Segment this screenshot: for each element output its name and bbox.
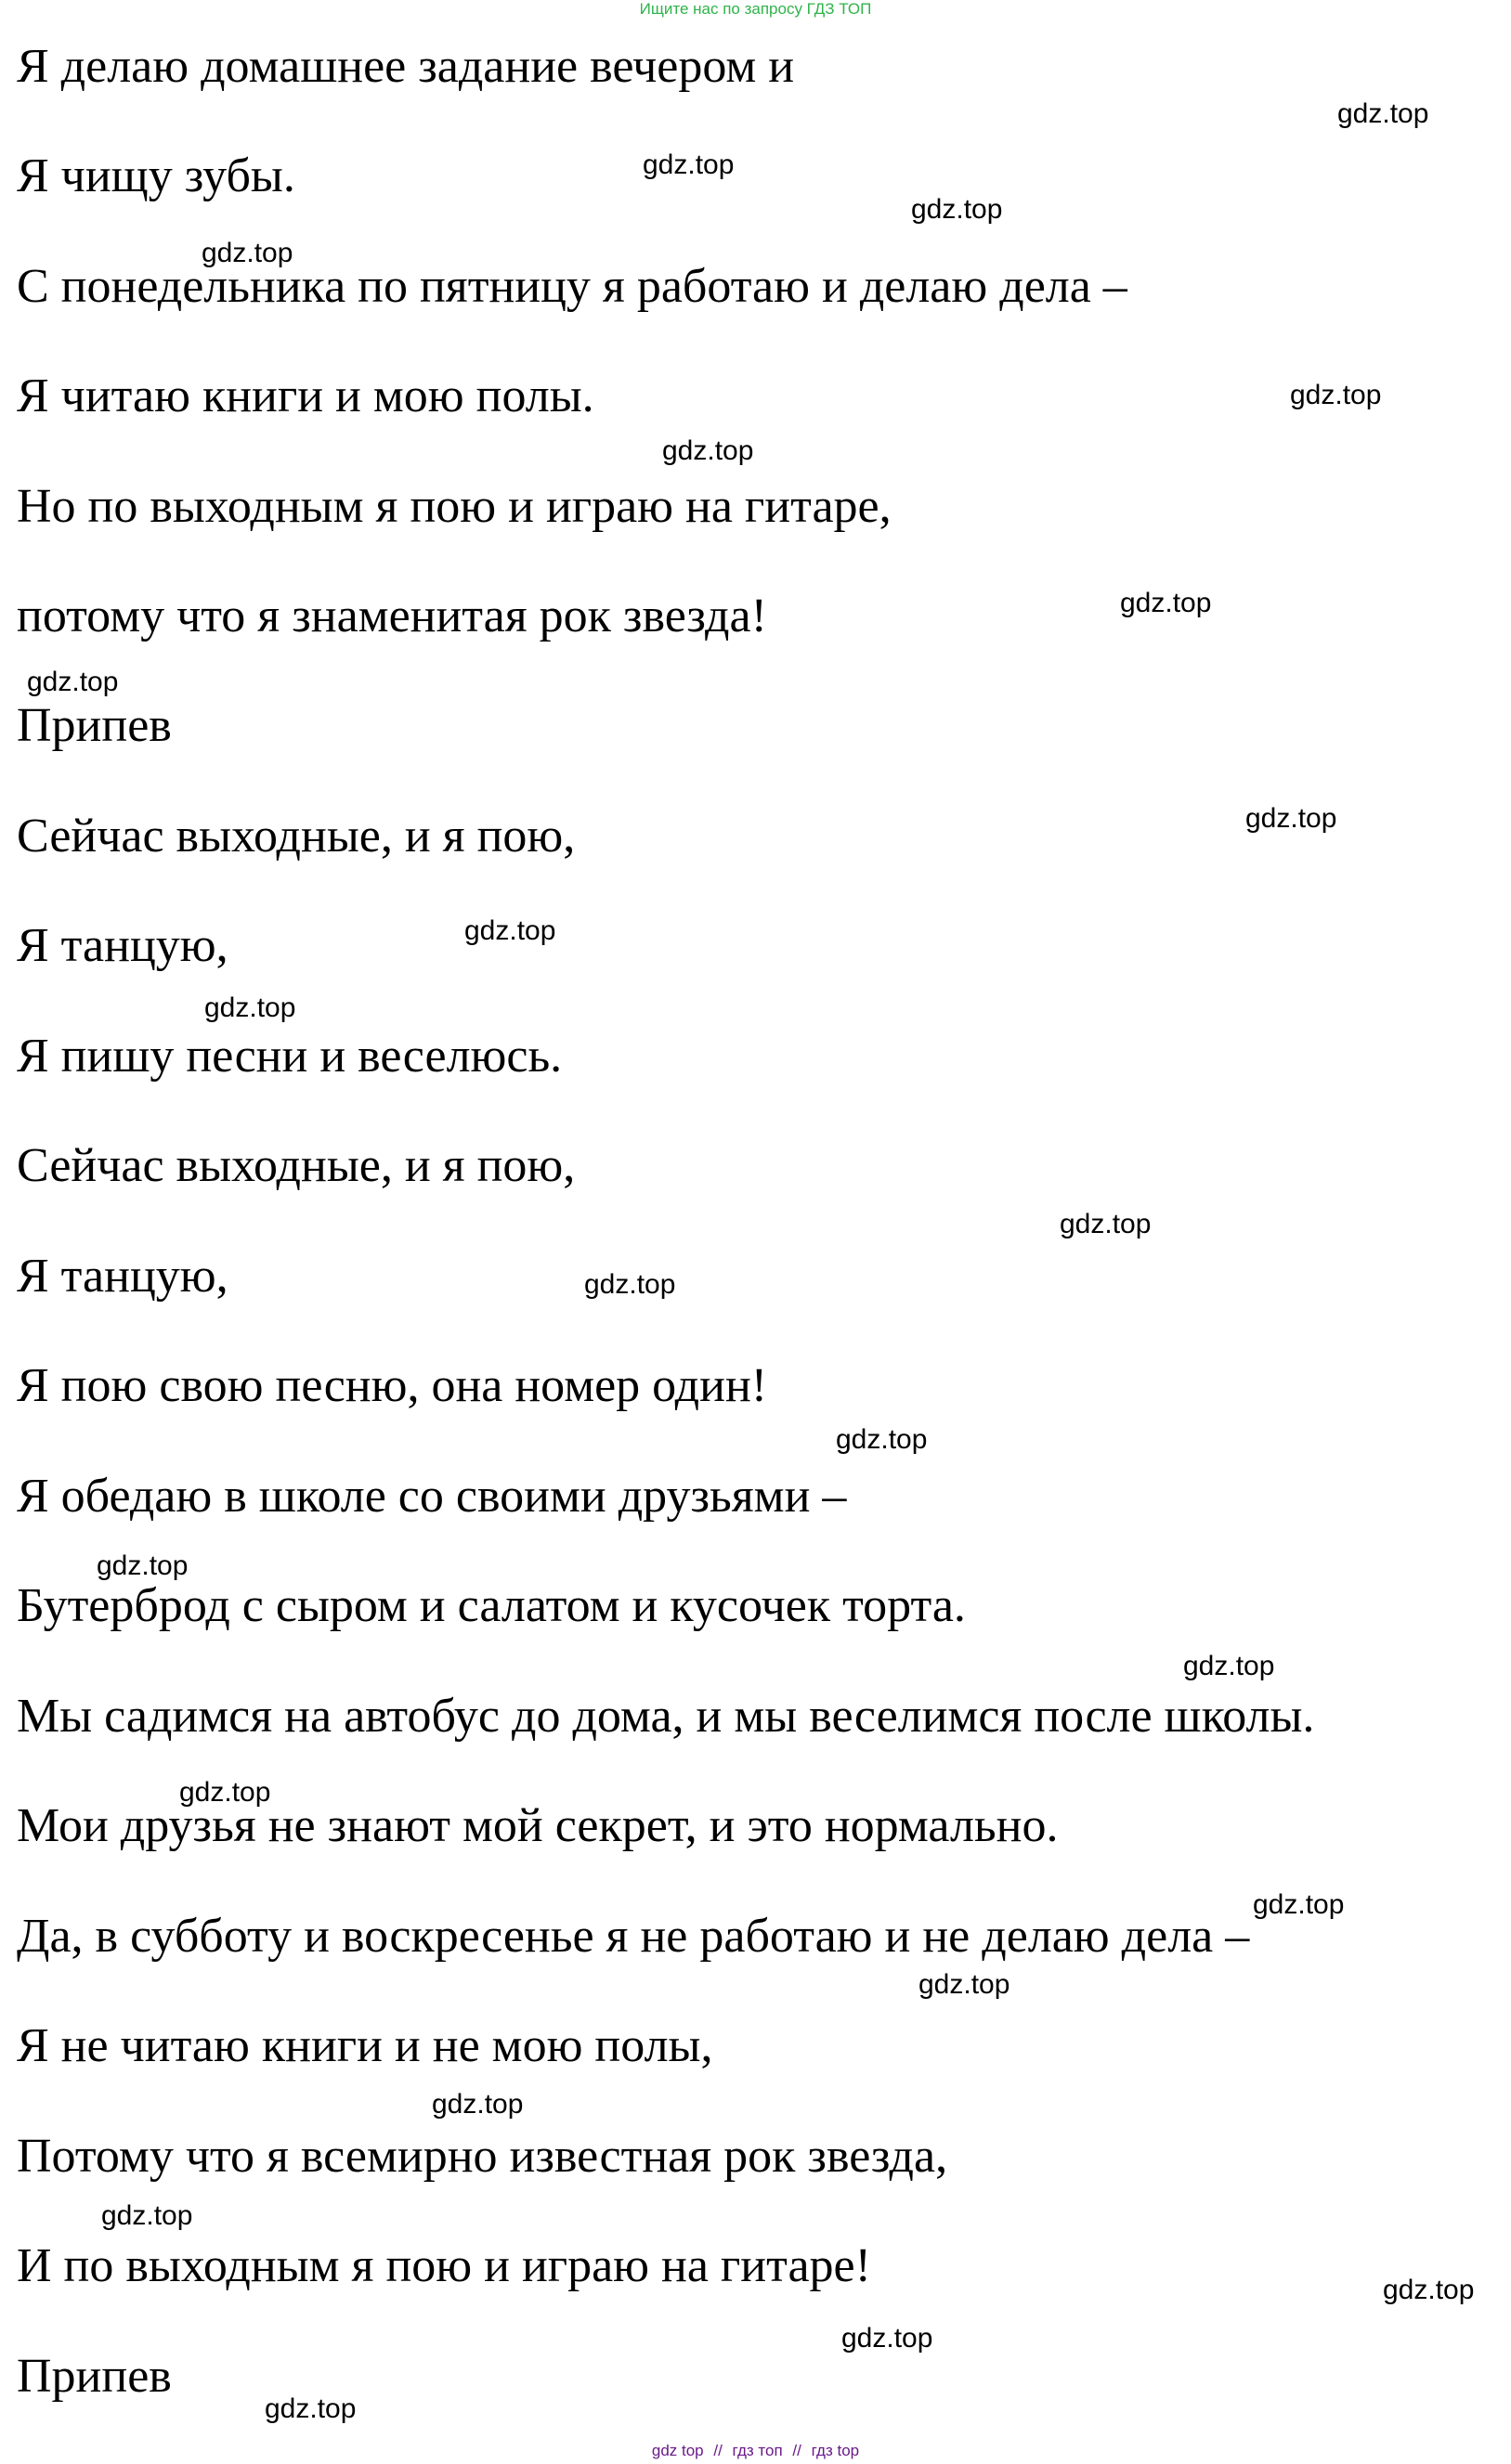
footer-link[interactable]: gdz top (651, 2442, 704, 2459)
watermark: gdz.top (841, 2323, 933, 2354)
text-line: потому что я знаменитая рок звезда! (17, 590, 767, 642)
watermark: gdz.top (97, 1550, 189, 1581)
watermark: gdz.top (179, 1777, 271, 1808)
watermark: gdz.top (101, 2200, 193, 2231)
text-line: Я пишу песни и веселюсь. (17, 1030, 563, 1083)
top-banner: Ищите нас по запросу ГДЗ ТОП (639, 0, 872, 18)
text-line: Я чищу зубы. (17, 149, 295, 202)
watermark: gdz.top (584, 1269, 676, 1300)
text-line: Мы садимся на автобус до дома, и мы веселимся после школы. (17, 1690, 1315, 1743)
watermark: gdz.top (662, 435, 754, 466)
text-line: С понедельника по пятницу я работаю и делаю дела – (17, 260, 1127, 313)
text-line: Сейчас выходные, и я пою, (17, 810, 576, 862)
watermark: gdz.top (643, 149, 735, 180)
watermark: gdz.top (911, 194, 1003, 225)
text-line: Я пою свою песню, она номер один! (17, 1359, 768, 1412)
watermark: gdz.top (1060, 1209, 1152, 1239)
text-line: Потому что я всемирно известная рок звезда, (17, 2130, 948, 2183)
text-line: Я делаю домашнее задание вечером и (17, 40, 795, 93)
watermark: gdz.top (1183, 1651, 1275, 1681)
text-line: Я не читаю книги и не мою полы, (17, 2019, 713, 2072)
watermark: gdz.top (1337, 98, 1429, 129)
watermark: gdz.top (1290, 380, 1382, 410)
text-line: Я танцую, (17, 1250, 228, 1303)
footer-link[interactable]: гдз топ (732, 2442, 783, 2459)
text-line: Мои друзья не знают мой секрет, и это нормально. (17, 1799, 1059, 1852)
text-line: Я обедаю в школе со своими друзьями – (17, 1470, 847, 1523)
text-line: Припев (17, 699, 172, 752)
footer-links (0, 2442, 1511, 2460)
watermark: gdz.top (1253, 1889, 1345, 1920)
text-line: Припев (17, 2350, 172, 2403)
text-line: Я читаю книги и мою полы. (17, 370, 594, 422)
text-line: Я танцую, (17, 919, 228, 972)
watermark: gdz.top (1245, 803, 1337, 834)
watermark: gdz.top (265, 2393, 357, 2424)
text-line: И по выходным я пою и играю на гитаре! (17, 2239, 871, 2292)
watermark: gdz.top (918, 1969, 1010, 2000)
watermark: gdz.top (464, 915, 556, 946)
text-line: Бутерброд с сыром и салатом и кусочек торта. (17, 1579, 966, 1632)
watermark: gdz.top (1120, 588, 1212, 618)
watermark: gdz.top (204, 992, 296, 1023)
watermark: gdz.top (432, 2089, 524, 2120)
footer-separator: // (713, 2442, 723, 2459)
footer-link[interactable]: гдз top (811, 2442, 860, 2459)
text-line: Сейчас выходные, и я пою, (17, 1139, 576, 1192)
watermark: gdz.top (836, 1424, 928, 1455)
text-line: Да, в субботу и воскресенье я не работаю и не делаю дела – (17, 1910, 1250, 1963)
text-line: Но по выходным я пою и играю на гитаре, (17, 480, 892, 533)
watermark: gdz.top (27, 667, 119, 697)
watermark: gdz.top (1383, 2275, 1475, 2305)
footer-separator: // (792, 2442, 801, 2459)
watermark: gdz.top (202, 238, 293, 268)
